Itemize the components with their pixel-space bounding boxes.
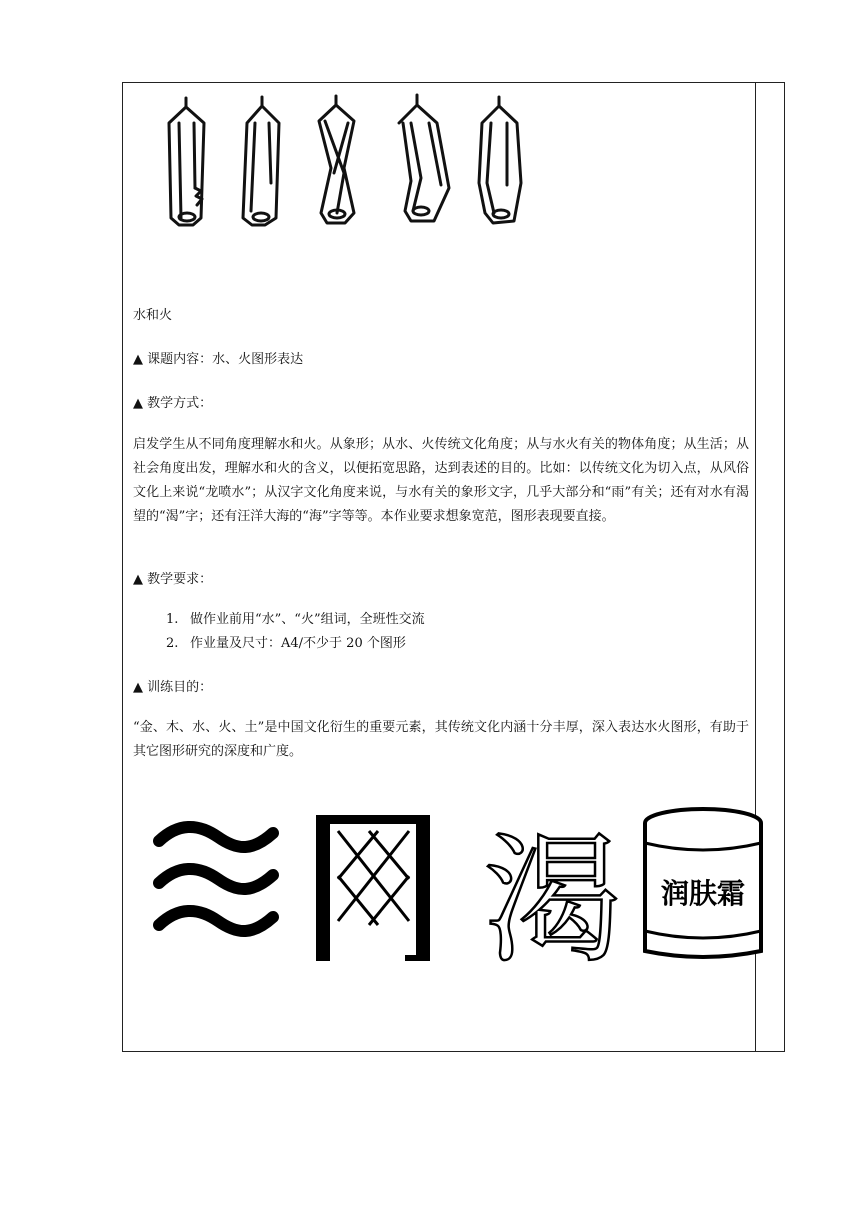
requirements-heading: ▲ 教学要求： — [133, 572, 213, 587]
requirement-text: 做作业前用“水”、“火”组词，全班性交流 — [190, 612, 425, 627]
jar-label: 润肤霜 — [660, 877, 746, 910]
net-character-graphic — [316, 815, 430, 961]
content-cell — [133, 83, 749, 1051]
goal-paragraph: “金、木、水、火、土”是中国文化衍生的重要元素，其传统文化内涵十分丰厚，深入表达水火图形，有助于其它图形研究的深度和广度。 — [133, 720, 749, 759]
water-waves-graphic — [159, 827, 273, 931]
pencil-sketch-1 — [169, 98, 204, 225]
cream-jar-graphic — [645, 809, 761, 957]
pencil-sketch-2 — [243, 97, 279, 225]
pencil-sketches-illustration — [149, 93, 549, 243]
pencil-sketch-3 — [319, 96, 354, 223]
requirement-number: 2. — [166, 636, 179, 651]
goal-heading: ▲ 训练目的： — [133, 680, 213, 695]
requirement-text: 作业量及尺寸：A4/不少于 20 个图形 — [190, 636, 406, 651]
requirement-item-1 — [166, 609, 425, 631]
water-graphics-illustration — [133, 801, 763, 971]
pencil-sketch-5 — [479, 97, 521, 223]
pencil-sketch-4 — [399, 95, 449, 221]
section-title: 水和火 — [133, 308, 173, 323]
topic-heading: ▲ 课题内容：水、火图形表达 — [133, 352, 304, 367]
method-heading: ▲ 教学方式： — [133, 396, 213, 411]
method-paragraph: 启发学生从不同角度理解水和火。从象形；从水、火传统文化角度；从与水火有关的物体角度；从生活；从社会角度出发，理解水和火的含义，以便拓宽思路，达到表述的目的。比如：以传统文化为切入点，从风俗文化上来说“龙喷水”；从汉字文化角度来说，与水有关的象形文字，几乎大部分和“雨”有关；还有对水有渴望的“渴”字；还有汪洋大海的“海”字等等。本作业要求想象宽范，图形表现要直接。 — [133, 437, 749, 524]
content-table — [122, 82, 785, 1052]
thirst-character-graphic: 渴 — [483, 820, 624, 971]
requirement-number: 1. — [166, 612, 179, 627]
requirement-item-2 — [166, 633, 406, 655]
